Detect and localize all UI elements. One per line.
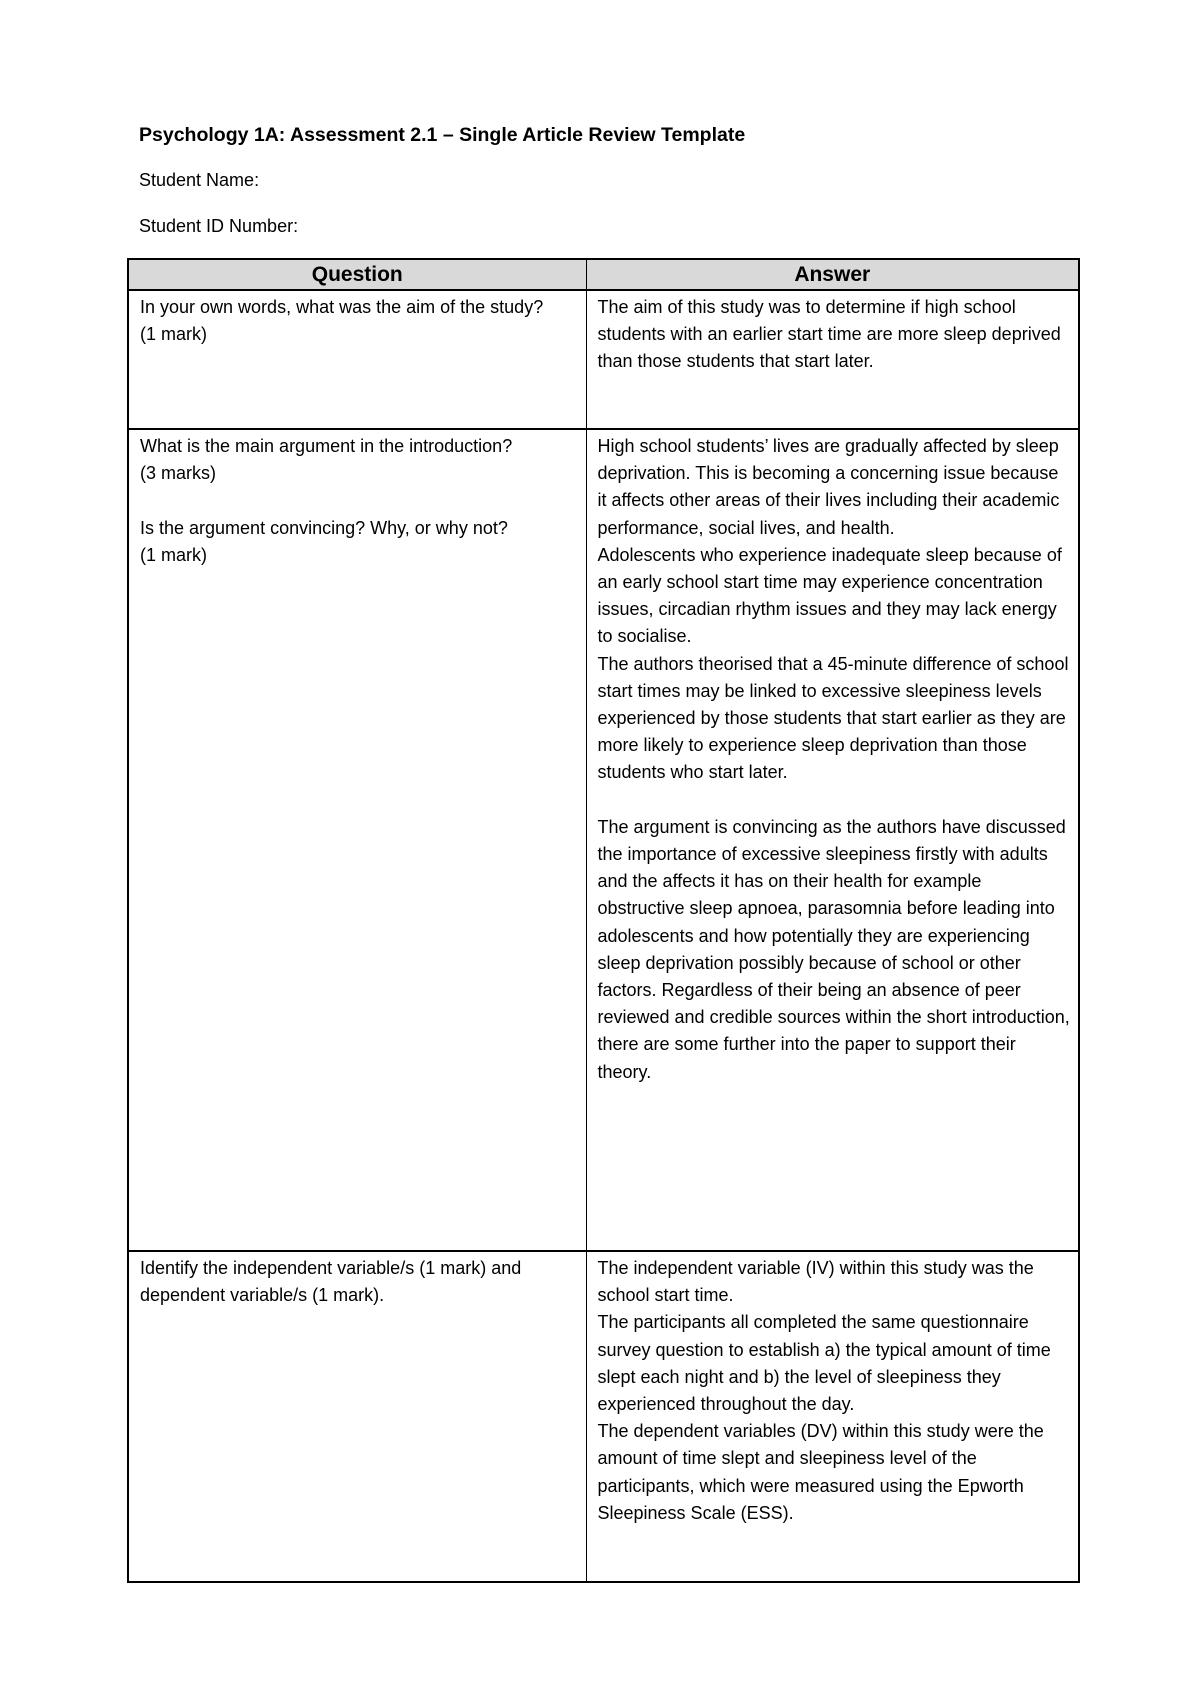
answer-cell [586, 1251, 1079, 1582]
question-marks: (1 mark) [140, 544, 207, 565]
question-cell [128, 290, 586, 429]
question-text: Identify the independent variable/s (1 mark) and dependent variable/s (1 mark). [140, 1258, 522, 1306]
answer-paragraph: The aim of this study was to determine if high school students with an earlier start time are more sleep deprived than those students that start later. [597, 297, 1061, 372]
table-row [128, 429, 1079, 1251]
answer-paragraph: The participants all completed the same questionnaire survey question to establish a) the typical amount of time slept each night and b) the level of sleepiness they experienced throughout the day. [597, 1312, 1051, 1415]
answer-paragraph: The independent variable (IV) within this study was the school start time. [597, 1258, 1034, 1306]
question-marks: (3 marks) [140, 463, 216, 484]
answer-paragraph: High school students’ lives are gradually affected by sleep deprivation. This is becoming a concerning issue because it affects other areas of their lives including their academic performance, social lives, and health. [597, 436, 1060, 538]
question-text: In your own words, what was the aim of the study? [140, 297, 544, 317]
question-column-header: Question [128, 259, 586, 290]
answer-column-header: Answer [586, 259, 1079, 290]
answer-paragraph: The argument is convincing as the authors have discussed the importance of excessive sleepiness firstly with adults and the affects it has on their health for example obstructive sleep apnoea, parasomnia before leading into adolescents and how potentially they are experiencing sleep deprivation possibly because of school or other factors. Regardless of their being an absence of peer reviewed and credible sources within the short introduction, there are some further into the paper to support their theory. [597, 816, 1070, 1082]
answer-paragraph: The authors theorised that a 45-minute difference of school start times may be linked to excessive sleepiness levels experienced by those students that start earlier as they are more likely to experience sleep deprivation than those students who start later. [597, 653, 1069, 783]
question-marks: (1 mark) [140, 324, 207, 345]
answer-paragraph: Adolescents who experience inadequate sleep because of an early school start time may experience concentration issues, circadian rhythm issues and they may lack energy to socialise. [597, 544, 1062, 647]
document-title: Psychology 1A: Assessment 2.1 – Single Article Review Template [139, 124, 746, 146]
answer-cell [586, 429, 1079, 1251]
spacer [140, 487, 578, 514]
review-table [127, 258, 1080, 1583]
answer-cell [586, 290, 1079, 429]
answer-paragraph: The dependent variables (DV) within this study were the amount of time slept and sleepiness level of the participants, which were measured using the Epworth Sleepiness Scale (ESS). [597, 1421, 1044, 1523]
question-cell [128, 1251, 586, 1582]
question-text: Is the argument convincing? Why, or why not? [140, 517, 508, 538]
spacer [598, 787, 1071, 814]
student-name-label: Student Name: [139, 170, 260, 190]
table-row [128, 290, 1079, 429]
table-header-row [128, 259, 1079, 290]
question-text: What is the main argument in the introduction? [140, 436, 513, 456]
student-id-label: Student ID Number: [139, 216, 299, 236]
question-cell [128, 429, 586, 1251]
table-row [128, 1251, 1079, 1582]
